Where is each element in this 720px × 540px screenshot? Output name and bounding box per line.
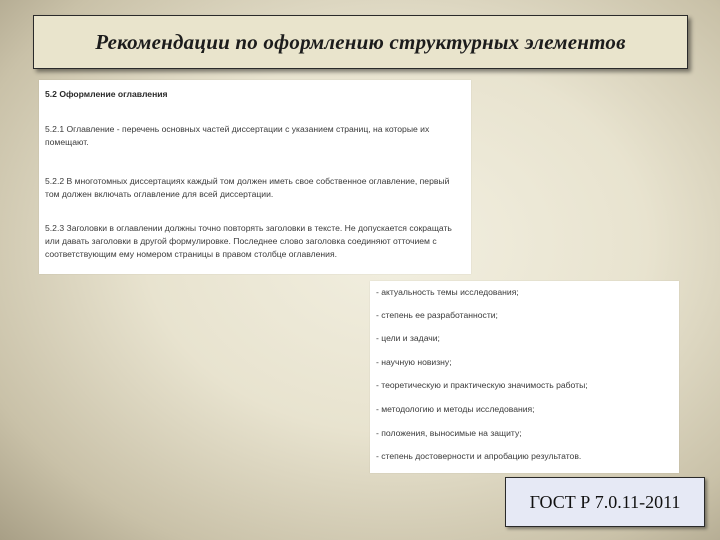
list-item: - теоретическую и практическую значимость работы; xyxy=(376,380,588,390)
list-item: - степень ее разработанности; xyxy=(376,310,498,320)
list-item: - методологию и методы исследования; xyxy=(376,404,535,414)
scanned-toc-excerpt xyxy=(39,80,471,274)
list-item: - цели и задачи; xyxy=(376,333,440,343)
scanned-intro-list xyxy=(370,281,679,473)
toc-paragraph-1: 5.2.1 Оглавление - перечень основных частей диссертации с указанием страниц, на которые их помещают. xyxy=(45,124,430,147)
toc-paragraph-3: 5.2.3 Заголовки в оглавлении должны точно повторять заголовки в тексте. Не допускается сокращать или давать заголовки в другой формулировке. Последнее слово заголовка соединяют отточием с соответствующим ему номером страницы в правом столбце оглавления. xyxy=(45,223,452,259)
gost-standard-label: ГОСТ Р 7.0.11-2011 xyxy=(529,491,681,512)
slide-title-box xyxy=(33,15,688,69)
toc-section-heading: 5.2 Оформление оглавления xyxy=(45,89,168,99)
list-item: - степень достоверности и апробацию результатов. xyxy=(376,451,582,461)
toc-paragraph-2: 5.2.2 В многотомных диссертациях каждый том должен иметь свое собственное оглавление, первый том должен включать оглавление для всей диссертации. xyxy=(45,176,450,199)
slide-title: Рекомендации по оформлению структурных элементов xyxy=(95,29,626,54)
list-item: - положения, выносимые на защиту; xyxy=(376,428,522,438)
list-item: - актуальность темы исследования; xyxy=(376,287,519,297)
list-item: - научную новизну; xyxy=(376,357,452,367)
gost-standard-box xyxy=(505,477,705,527)
